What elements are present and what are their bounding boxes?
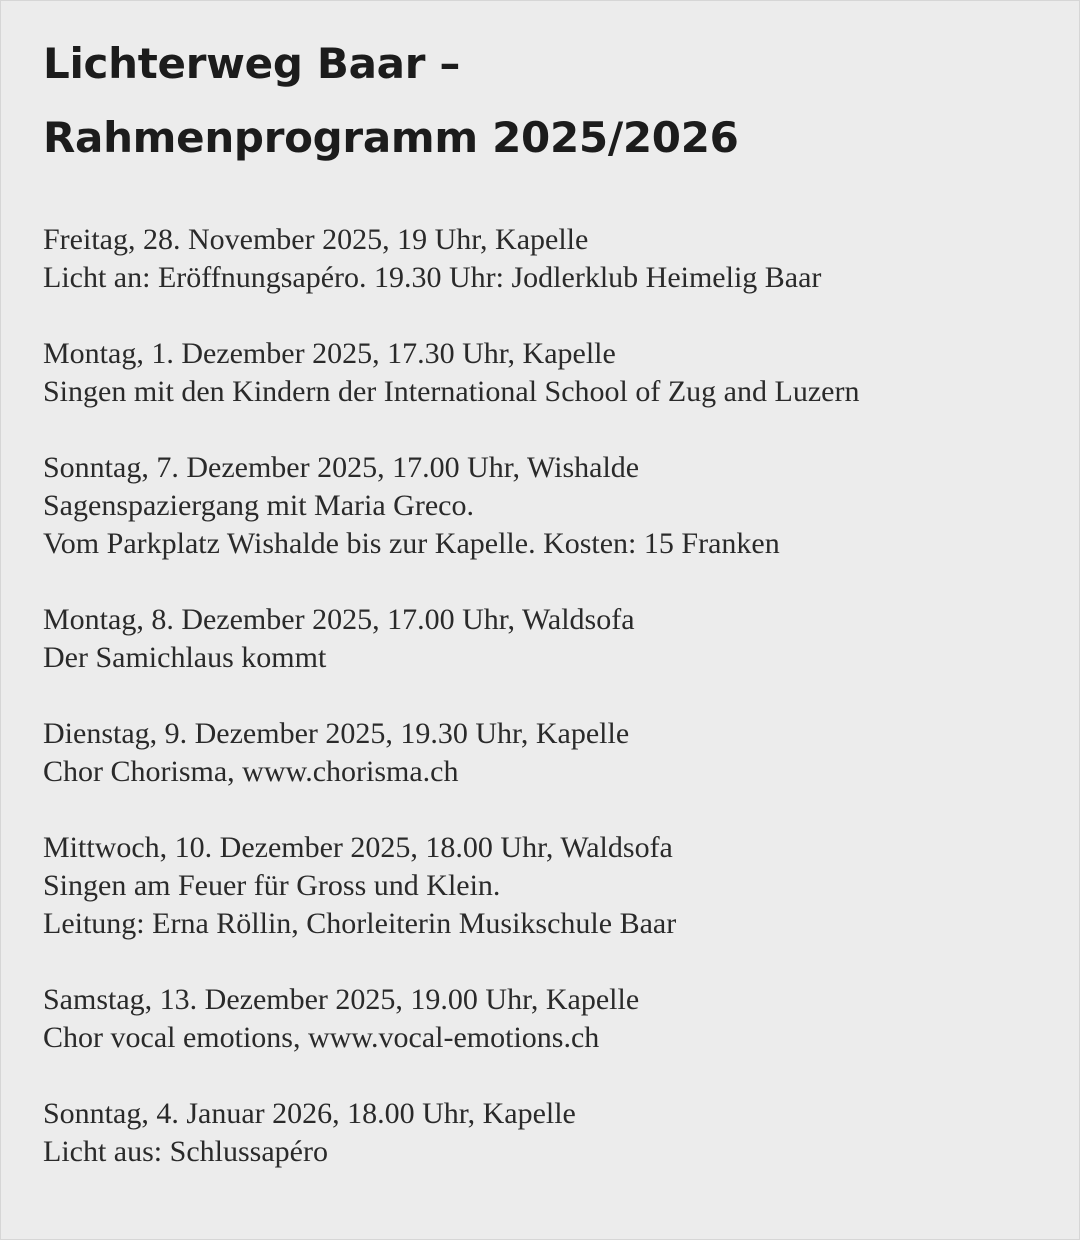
event-description: Licht an: Eröffnungsapéro. 19.30 Uhr: Jodlerklub Heimelig Baar xyxy=(43,261,822,294)
event-item xyxy=(43,981,1063,1057)
event-item xyxy=(43,601,1063,677)
event-item xyxy=(43,829,1063,943)
event-item xyxy=(43,221,1063,297)
event-description: Leitung: Erna Röllin, Chorleiterin Musikschule Baar xyxy=(43,907,677,940)
event-description: Singen am Feuer für Gross und Klein. xyxy=(43,869,501,902)
event-date-location: Samstag, 13. Dezember 2025, 19.00 Uhr, Kapelle xyxy=(43,983,640,1016)
event-date-location: Montag, 1. Dezember 2025, 17.30 Uhr, Kapelle xyxy=(43,337,616,370)
event-description: Sagenspaziergang mit Maria Greco. xyxy=(43,489,474,522)
event-description: Singen mit den Kindern der International School of Zug and Luzern xyxy=(43,375,860,408)
event-description: Chor Chorisma, www.chorisma.ch xyxy=(43,755,459,788)
title-line-2: Rahmenprogramm 2025/2026 xyxy=(43,113,739,162)
event-date-location: Sonntag, 7. Dezember 2025, 17.00 Uhr, Wishalde xyxy=(43,451,640,484)
event-item xyxy=(43,449,1063,563)
event-description: Chor vocal emotions, www.vocal-emotions.ch xyxy=(43,1021,600,1054)
event-description: Der Samichlaus kommt xyxy=(43,641,327,674)
event-date-location: Dienstag, 9. Dezember 2025, 19.30 Uhr, Kapelle xyxy=(43,717,630,750)
event-item xyxy=(43,335,1063,411)
event-description: Vom Parkplatz Wishalde bis zur Kapelle. Kosten: 15 Franken xyxy=(43,527,780,560)
event-item xyxy=(43,1095,1063,1171)
title-line-1: Lichterweg Baar – xyxy=(43,39,461,88)
event-date-location: Mittwoch, 10. Dezember 2025, 18.00 Uhr, Waldsofa xyxy=(43,831,673,864)
event-date-location: Freitag, 28. November 2025, 19 Uhr, Kapelle xyxy=(43,223,589,256)
event-item xyxy=(43,715,1063,791)
event-description: Licht aus: Schlussapéro xyxy=(43,1135,328,1168)
event-date-location: Montag, 8. Dezember 2025, 17.00 Uhr, Waldsofa xyxy=(43,603,635,636)
page-title xyxy=(43,27,739,175)
event-list xyxy=(43,221,1063,1209)
event-date-location: Sonntag, 4. Januar 2026, 18.00 Uhr, Kapelle xyxy=(43,1097,576,1130)
